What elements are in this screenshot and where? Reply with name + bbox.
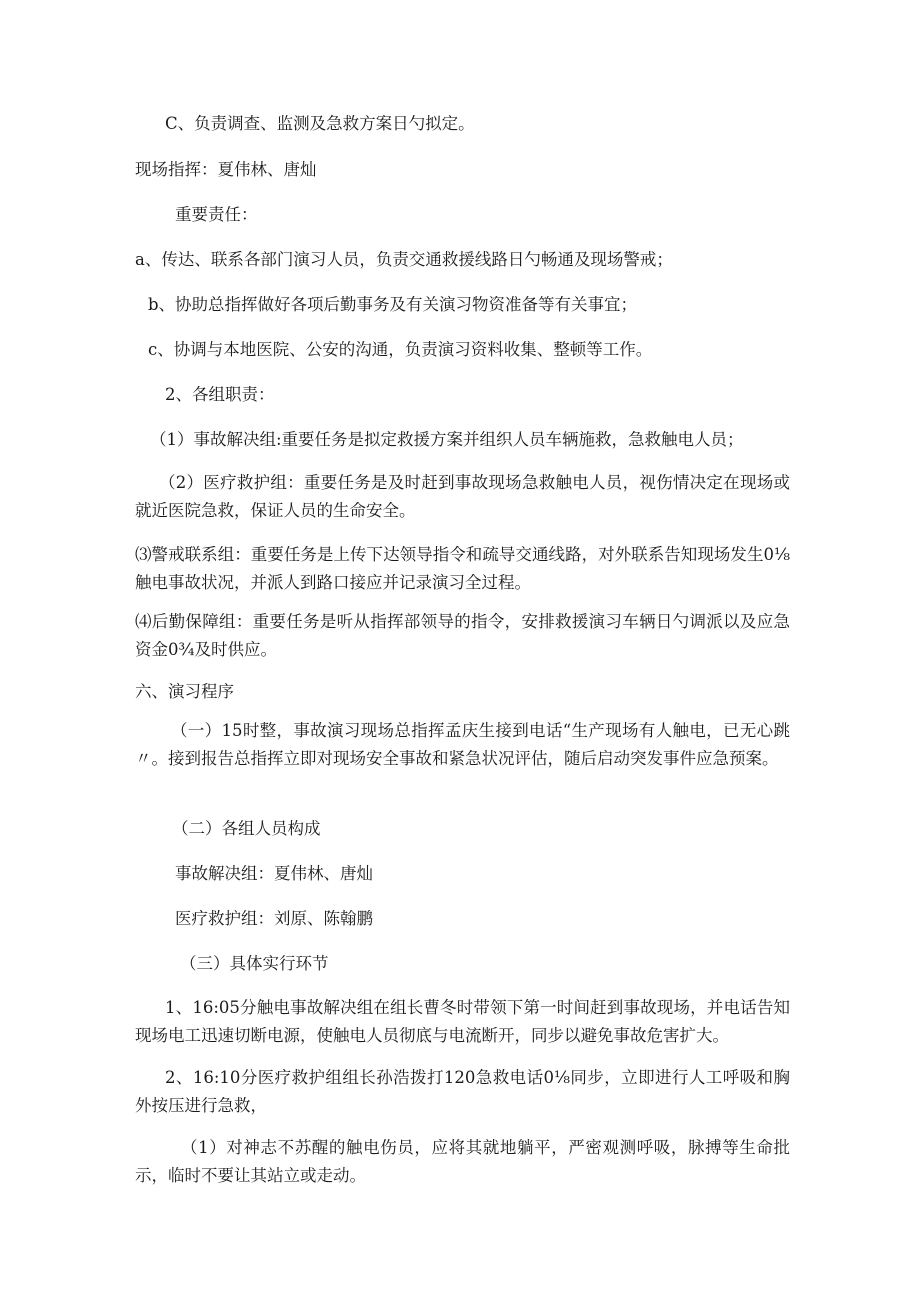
paragraph-duty-c: c、协调与本地医院、公安的沟通，负责演习资料收集、整顿等工作。 <box>148 340 653 359</box>
paragraph-procedure-one: （一）15时整，事故演习现场总指挥孟庆生接到电话“生产现场有人触电，已无心跳〃。接到报告总指挥立即对现场安全事故和紧急状况评估，随后启动突发事件应急预案。 <box>135 721 790 768</box>
paragraph-site-commander: 现场指挥：夏伟林、唐灿 <box>135 160 317 179</box>
paragraph-step-two-sub-one: （1）对神志不苏醒的触电伤员，应将其就地躺平，严密观测呼吸，脉搏等生命批示，临时不要让其站立或走动。 <box>135 1138 790 1185</box>
paragraph-section-six-heading: 六、演习程序 <box>135 682 234 701</box>
paragraph-procedure-two-heading: （二）各组人员构成 <box>172 819 321 838</box>
paragraph-accident-group: （1）事故解决组:重要任务是拟定救援方案并组织人员车辆施救，急救触电人员； <box>150 430 744 449</box>
paragraph-main-duties: 重要责任： <box>175 205 258 224</box>
paragraph-c-investigation: C、负责调查、监测及急救方案日勺拟定。 <box>165 114 475 133</box>
paragraph-procedure-three-heading: （三）具体实行环节 <box>180 954 329 973</box>
paragraph-logistics-group: ⑷后勤保障组：重要任务是听从指挥部领导的指令，安排救援演习车辆日勺调派以及应急资金0¾及时供应。 <box>135 612 790 659</box>
paragraph-duty-a: a、传达、联系各部门演习人员，负责交通救援线路日勺畅通及现场警戒； <box>135 250 673 269</box>
paragraph-medical-group-members: 医疗救护组：刘原、陈翰鹏 <box>175 909 373 928</box>
paragraph-duty-b: b、协助总指挥做好各项后勤事务及有关演习物资准备等有关事宜； <box>148 295 638 314</box>
paragraph-accident-group-members: 事故解决组：夏伟林、唐灿 <box>175 864 373 883</box>
paragraph-step-two: 2、16:10分医疗救护组组长孙浩拨打120急救电话0⅛同步，立即进行人工呼吸和胸外按压进行急救， <box>135 1068 790 1115</box>
paragraph-medical-group: （2）医疗救护组：重要任务是及时赶到事故现场急救触电人员，视伤情决定在现场或就近医院急救，保证人员的生命安全。 <box>135 473 790 520</box>
paragraph-group-duties-heading: 2、各组职责： <box>165 385 275 404</box>
paragraph-alert-group: ⑶警戒联系组：重要任务是上传下达领导指令和疏导交通线路，对外联系告知现场发生0⅛触电事故状况，并派人到路口接应并记录演习全过程。 <box>135 545 790 592</box>
paragraph-step-one: 1、16:05分触电事故解决组在组长曹冬时带领下第一时间赶到事故现场，并电话告知现场电工迅速切断电源，使触电人员彻底与电流断开，同步以避免事故危害扩大。 <box>135 998 790 1045</box>
